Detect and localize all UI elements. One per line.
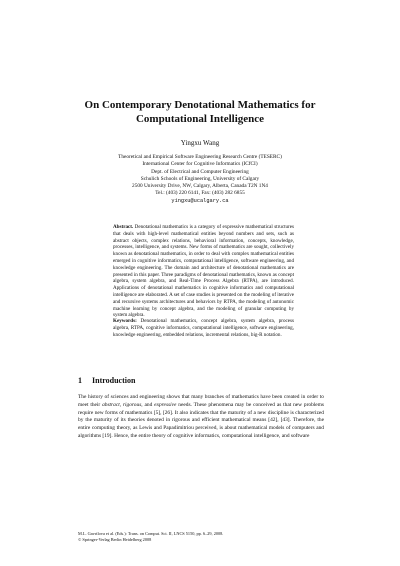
abstract-text: Denotational mathematics is a category of expressive mathematical structures that deals with high-level mathematical entities beyond numbers and sets, such as abstract objects, complex relations, behavioral information, concepts, knowledge, processes, intelligence, and systems. New forms of mathematics are sought, collectively known as denotational mathematics, in order to deal with complex mathematical entities emerged in cognitive informatics, computational intelligence, software engineering, and knowledge engineering. The domain and architecture of denotational mathematics are presented in this paper. Three paradigms of denotational mathematics, known as concept algebra, system algebra, and Real-Time Process Algebra (RTPA), are introduced. Applications of denotational mathematics in cognitive informatics and computational intelligence are elaborated. A set of case studies is presented on the modeling of iterative and recursive systems architectures and behaviors by RTPA, the modeling of autonomic machine learning by concept algebra, and the modeling of granular computing by system algebra.	[113, 224, 294, 319]
keywords-label: Keywords:	[113, 318, 137, 324]
affiliation-line: Dept. of Electrical and Computer Engineering	[151, 168, 249, 175]
affiliation-line: 2500 University Drive, NW, Calgary, Alberta, Canada T2N 1N4	[132, 183, 268, 190]
affiliation-line: Tel.: (403) 220 6141, Fax: (403) 282 6855	[155, 190, 245, 197]
affiliation-block	[70, 154, 330, 205]
keywords-text: Denotational mathematics, concept algebra, system algebra, process algebra, RTPA, cognitive informatics, computational intelligence, software engineering, knowledge engineering, embedded relations, incremental relations, big-R notation.	[113, 318, 294, 338]
abstract-label: Abstract.	[113, 224, 134, 230]
intro-text-1: The history of sciences and engineering shows that many branches of mathematics have been created in order to meet their	[78, 394, 324, 408]
section-number: 1	[78, 376, 82, 385]
keywords	[113, 318, 294, 338]
abstract	[113, 224, 294, 319]
intro-text-3: needs. These phenomena may be conceived as that new problems require new forms of mathematics [5], [26]. It also indicates that the maturity of a new discipline is characterized by the maturity of its theories denoted in rigorous and efficient mathematical means [42], [43]. Therefore, the entire computing theory, as Lewis and Papadimitriou perceived, is about mathematical models of computers and algorithms [19]. Hence, the entire theory of cognitive informatics, computational intelligence, and software	[78, 401, 324, 439]
paper-title	[60, 98, 340, 126]
author-email: yingxu@ucalgary.ca	[171, 197, 229, 204]
intro-text-2: and	[144, 401, 153, 408]
intro-emphasis-1: abstract, rigorous,	[102, 401, 143, 408]
affiliation-line: Schulich Schools of Engineering, University of Calgary	[140, 175, 260, 182]
author-name: Yingxu Wang	[180, 139, 220, 147]
title-line-2: Computational Intelligence	[135, 113, 265, 125]
title-line-1: On Contemporary Denotational Mathematics for	[84, 99, 316, 111]
copyright-line: © Springer-Verlag Berlin Heidelberg 2008	[78, 537, 152, 542]
intro-emphasis-2: expressive	[154, 401, 177, 408]
page-footer	[78, 531, 324, 543]
section-heading	[78, 376, 135, 386]
introduction-paragraph	[78, 394, 324, 441]
section-title: Introduction	[92, 376, 136, 385]
affiliation-line: Theoretical and Empirical Software Engineering Research Centre (TESERC)	[118, 154, 282, 160]
affiliation-line: International Center for Cognitive Informatics (ICfCI)	[142, 161, 258, 168]
citation-line: M.L. Gavrilova et al. (Eds.): Trans. on Comput. Sci. II, LNCS 5150, pp. 6–29, 2008.	[78, 531, 224, 536]
